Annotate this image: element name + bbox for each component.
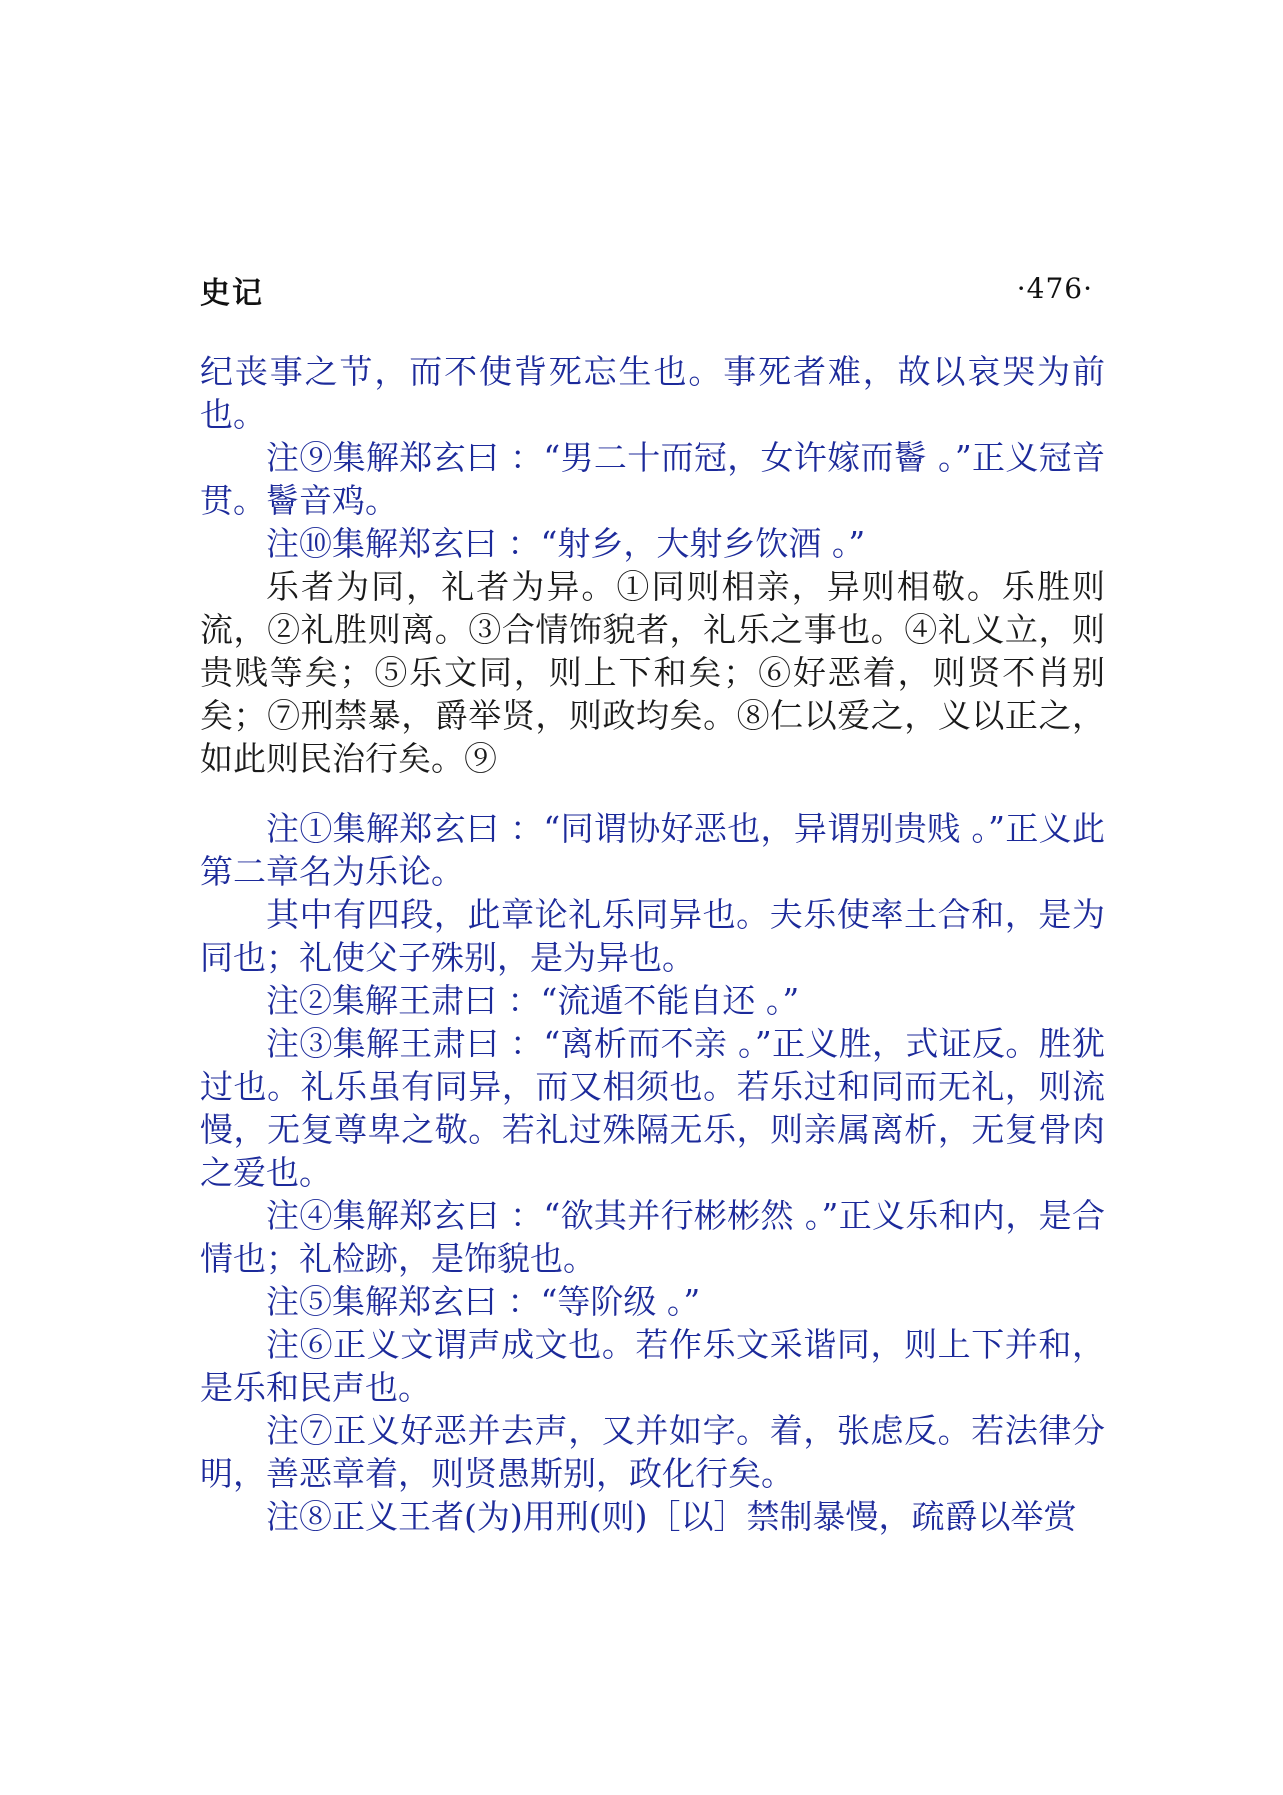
note-paragraph: 注⑥正义文谓声成文也。若作乐文采谐同，则上下并和，是乐和民声也。 xyxy=(200,1325,1105,1407)
note-paragraph: 注⑤集解郑玄曰 ：“等阶级 。” xyxy=(266,1282,701,1321)
note-paragraph: 注③集解王肃曰 ：“离析而不亲 。”正义胜，式证反。胜犹过也。礼乐虽有同异，而又相须也。若乐过和同而无礼，则流慢，无复尊卑之敬。若礼过殊隔无乐，则亲属离析，无复骨肉之爱也。 xyxy=(200,1024,1105,1192)
note-paragraph: 注④集解郑玄曰 ：“欲其并行彬彬然 。”正义乐和内，是合情也；礼检跡，是饰貌也。 xyxy=(200,1196,1105,1278)
note-paragraph: 其中有四段，此章论礼乐同异也。夫乐使率土合和，是为同也；礼使父子殊别，是为异也。 xyxy=(200,895,1105,977)
note-paragraph: 纪丧事之节，而不使背死忘生也。事死者难，故以哀哭为前也。 xyxy=(200,352,1105,434)
note-paragraph: 注⑦正义好恶并去声，又并如字。着，张虑反。若法律分明，善恶章着，则贤愚斯别，政化行矣。 xyxy=(200,1411,1105,1493)
note-paragraph: 注⑧正义王者(为)用刑(则)［以］禁制暴慢，疏爵以举赏 xyxy=(266,1497,1077,1536)
main-text-paragraph: 乐者为同，礼者为异。①同则相亲，异则相敬。乐胜则流，②礼胜则离。③合情饰貌者，礼乐之事也。④礼义立，则贵贱等矣；⑤乐文同，则上下和矣；⑥好恶着，则贤不肖别矣；⑦刑禁暴，爵举贤，则政均矣。⑧仁以爱之，义以正之，如此则民治行矣。⑨ xyxy=(200,567,1105,778)
note-paragraph: 注①集解郑玄曰 ：“同谓协好恶也，异谓别贵贱 。”正义此第二章名为乐论。 xyxy=(200,809,1105,891)
note-paragraph: 注②集解王肃曰 ：“流遁不能自还 。” xyxy=(266,981,800,1020)
page-body xyxy=(200,350,1105,1538)
book-title: 史记 xyxy=(200,276,264,311)
note-paragraph: 注⑩集解郑玄曰 ：“射乡，大射乡饮酒 。” xyxy=(266,524,866,563)
page-number: ·476· xyxy=(1016,272,1093,305)
note-paragraph: 注⑨集解郑玄曰 ：“男二十而冠，女许嫁而鬠 。”正义冠音贯。鬠音鸡。 xyxy=(200,438,1105,520)
